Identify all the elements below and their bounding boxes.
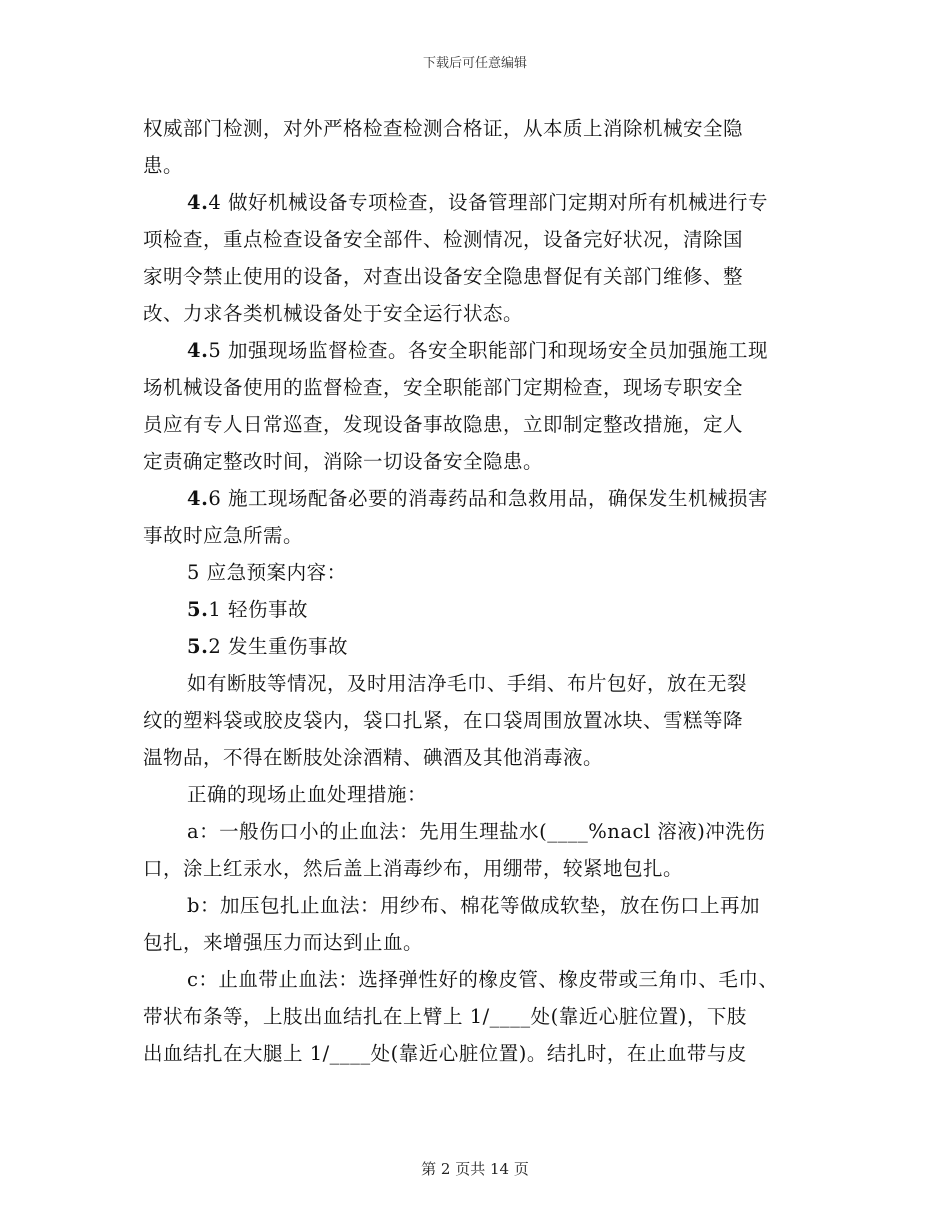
section-number: 4. <box>187 487 209 510</box>
section-number: 4. <box>187 339 209 362</box>
line-text: 5 加强现场监督检查。各安全职能部门和现场安全员加强施工现 <box>208 339 768 362</box>
line-text: b：加压包扎止血法：用纱布、棉花等做成软垫，放在伤口上再加 <box>187 894 760 917</box>
text-line <box>187 779 427 807</box>
text-line <box>143 224 743 252</box>
line-text: 包扎，来增强压力而达到止血。 <box>143 931 424 954</box>
line-text: 定责确定整改时间，消除一切设备安全隐患。 <box>143 450 544 473</box>
line-text: 项检查，重点检查设备安全部件、检测情况，设备完好状况，清除国 <box>143 228 744 251</box>
line-text: 改、力求各类机械设备处于安全运行状态。 <box>143 302 524 325</box>
text-line <box>143 1038 747 1066</box>
line-text: c：止血带止血法：选择弹性好的橡皮管、橡皮带或三角巾、毛巾、 <box>187 968 779 991</box>
text-line <box>143 298 523 326</box>
text-line <box>143 113 743 141</box>
line-text: 员应有专人日常巡查，发现设备事故隐患，立即制定整改措施，定人 <box>143 413 744 436</box>
text-line <box>143 409 743 437</box>
text-line <box>143 742 603 770</box>
line-text: 正确的现场止血处理措施： <box>187 783 428 806</box>
line-text: 4 做好机械设备专项检查，设备管理部门定期对所有机械进行专 <box>208 191 768 214</box>
text-line <box>143 705 743 733</box>
section-number: 4. <box>187 191 209 214</box>
line-text: 出血结扎在大腿上 1/____处(靠近心脏位置)。结扎时，在止血带与皮 <box>143 1042 747 1065</box>
text-line <box>143 1001 747 1029</box>
page-footer: 第 2 页共 14 页 <box>421 1160 529 1178</box>
page-header: 下载后可任意编辑 <box>422 56 527 71</box>
text-line <box>143 520 303 548</box>
section-number: 5. <box>187 635 209 658</box>
line-text: 纹的塑料袋或胶皮袋内，袋口扎紧，在口袋周围放置冰块、雪糕等降 <box>143 709 744 732</box>
text-line <box>187 890 760 918</box>
text-line <box>187 816 765 844</box>
text-line <box>187 483 768 511</box>
line-text: 温物品，不得在断肢处涂酒精、碘酒及其他消毒液。 <box>143 746 604 769</box>
line-text: a：一般伤口小的止血法：先用生理盐水(____%nacl 溶液)冲洗伤 <box>187 820 766 843</box>
text-line <box>187 668 747 696</box>
line-text: 事故时应急所需。 <box>143 524 304 547</box>
line-text: 6 施工现场配备必要的消毒药品和急救用品，确保发生机械损害 <box>208 487 768 510</box>
text-line <box>143 446 543 474</box>
line-text: 家明令禁止使用的设备，对查出设备安全隐患督促有关部门维修、整 <box>143 265 744 288</box>
text-line <box>143 150 183 178</box>
line-text: 场机械设备使用的监督检查，安全职能部门定期检查，现场专职安全 <box>143 376 744 399</box>
line-text: 如有断肢等情况，及时用洁净毛巾、手绢、布片包好，放在无裂 <box>187 672 748 695</box>
line-text: 带状布条等，上肢出血结扎在上臂上 1/____处(靠近心脏位置)，下肢 <box>143 1005 747 1028</box>
text-line <box>187 335 768 363</box>
line-text: 2 发生重伤事故 <box>208 635 348 658</box>
text-line <box>187 631 348 659</box>
text-line <box>143 372 743 400</box>
line-text: 权威部门检测，对外严格检查检测合格证，从本质上消除机械安全隐 <box>143 117 744 140</box>
text-line <box>187 594 308 622</box>
text-line <box>187 964 778 992</box>
text-line <box>143 853 683 881</box>
section-number: 5. <box>187 598 209 621</box>
line-text: 5 应急预案内容： <box>187 561 347 584</box>
text-line <box>187 187 768 215</box>
line-text: 口，涂上红汞水，然后盖上消毒纱布，用绷带，较紧地包扎。 <box>143 857 684 880</box>
text-line <box>187 557 347 585</box>
line-text: 患。 <box>143 154 184 177</box>
text-line <box>143 261 743 289</box>
line-text: 1 轻伤事故 <box>208 598 308 621</box>
text-line <box>143 927 423 955</box>
